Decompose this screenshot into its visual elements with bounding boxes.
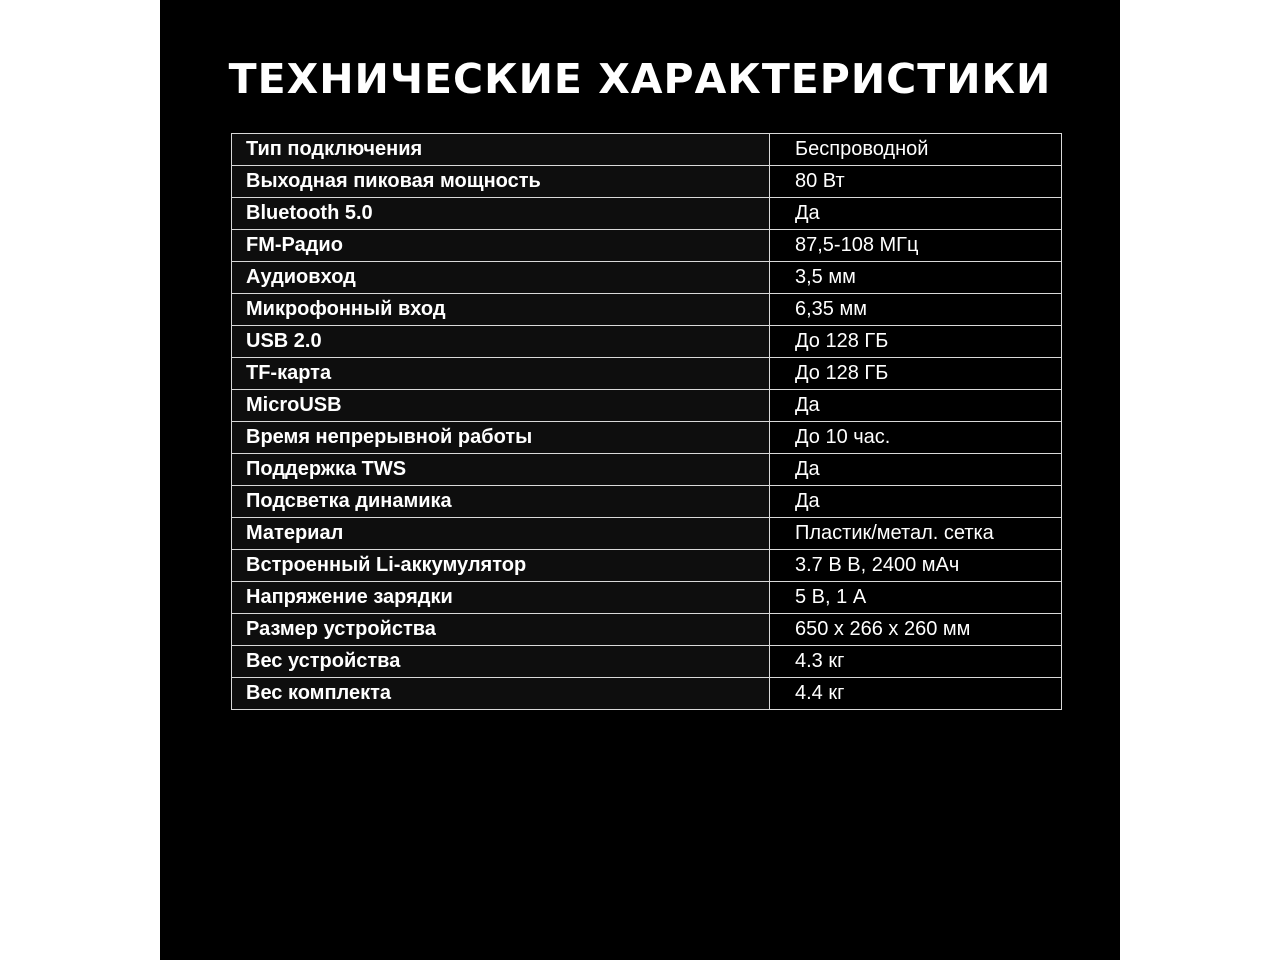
- spec-label: MicroUSB: [232, 390, 770, 422]
- spec-label: Микрофонный вход: [232, 294, 770, 326]
- table-row: [232, 262, 1062, 294]
- spec-label: TF-карта: [232, 358, 770, 390]
- spec-label: Напряжение зарядки: [232, 582, 770, 614]
- spec-label: Встроенный Li-аккумулятор: [232, 550, 770, 582]
- spec-label: Подсветка динамика: [232, 486, 770, 518]
- table-row: [232, 454, 1062, 486]
- spec-value: Пластик/метал. сетка: [770, 518, 1062, 550]
- spec-value: 87,5-108 МГц: [770, 230, 1062, 262]
- table-row: [232, 550, 1062, 582]
- table-row: [232, 326, 1062, 358]
- spec-value: До 10 час.: [770, 422, 1062, 454]
- table-row: [232, 614, 1062, 646]
- table-row: [232, 646, 1062, 678]
- table-row: [232, 486, 1062, 518]
- spec-label: Время непрерывной работы: [232, 422, 770, 454]
- spec-label: Материал: [232, 518, 770, 550]
- spec-value: 4.3 кг: [770, 646, 1062, 678]
- spec-table: [231, 133, 1062, 710]
- table-row: [232, 198, 1062, 230]
- table-row: [232, 230, 1062, 262]
- spec-value: 5 В, 1 А: [770, 582, 1062, 614]
- spec-value: Да: [770, 390, 1062, 422]
- spec-value: 650 х 266 х 260 мм: [770, 614, 1062, 646]
- table-row: [232, 358, 1062, 390]
- spec-value: До 128 ГБ: [770, 358, 1062, 390]
- spec-value: 4.4 кг: [770, 678, 1062, 710]
- spec-panel: [160, 0, 1120, 960]
- spec-label: Вес устройства: [232, 646, 770, 678]
- spec-value: 80 Вт: [770, 166, 1062, 198]
- table-row: [232, 518, 1062, 550]
- spec-label: Выходная пиковая мощность: [232, 166, 770, 198]
- spec-label: Аудиовход: [232, 262, 770, 294]
- page-title: ТЕХНИЧЕСКИЕ ХАРАКТЕРИСТИКИ: [228, 55, 1052, 103]
- spec-label: Поддержка TWS: [232, 454, 770, 486]
- spec-value: Да: [770, 454, 1062, 486]
- spec-label: FM-Радио: [232, 230, 770, 262]
- spec-label: Размер устройства: [232, 614, 770, 646]
- table-row: [232, 422, 1062, 454]
- spec-value: Да: [770, 486, 1062, 518]
- table-row: [232, 166, 1062, 198]
- spec-value: 6,35 мм: [770, 294, 1062, 326]
- spec-value: 3.7 В В, 2400 мАч: [770, 550, 1062, 582]
- table-row: [232, 390, 1062, 422]
- spec-label: Вес комплекта: [232, 678, 770, 710]
- spec-value: До 128 ГБ: [770, 326, 1062, 358]
- spec-label: Тип подключения: [232, 134, 770, 166]
- spec-label: Bluetooth 5.0: [232, 198, 770, 230]
- table-row: [232, 134, 1062, 166]
- table-row: [232, 582, 1062, 614]
- spec-label: USB 2.0: [232, 326, 770, 358]
- table-row: [232, 294, 1062, 326]
- spec-value: 3,5 мм: [770, 262, 1062, 294]
- table-row: [232, 678, 1062, 710]
- spec-value: Беспроводной: [770, 134, 1062, 166]
- spec-value: Да: [770, 198, 1062, 230]
- spec-table-body: [232, 134, 1062, 710]
